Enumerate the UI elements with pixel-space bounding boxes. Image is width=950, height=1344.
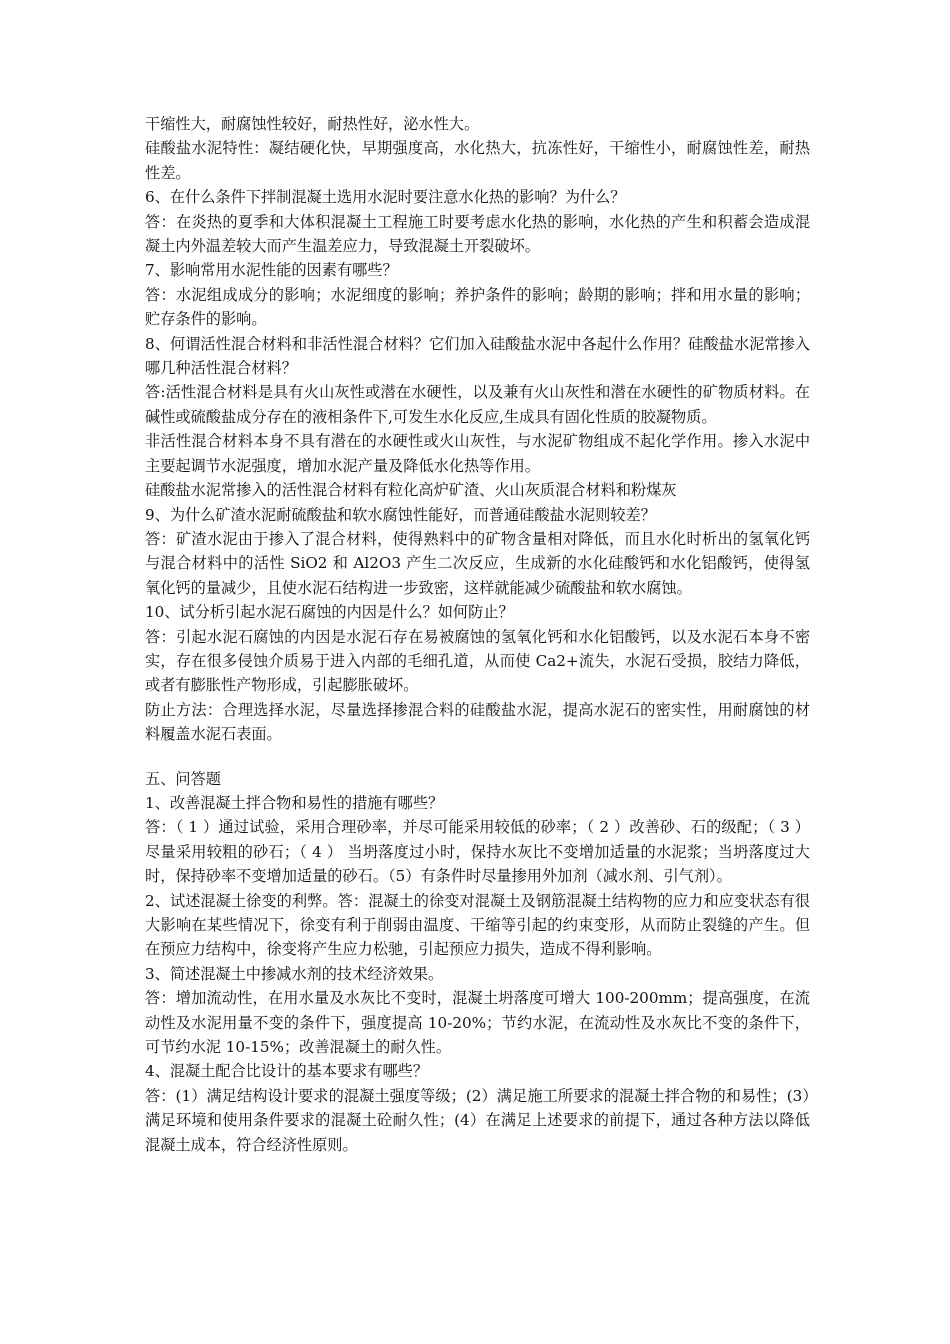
answer-10: 答：引起水泥石腐蚀的内因是水泥石存在易被腐蚀的氢氧化钙和水化铝酸钙，以及水泥石本身不密实，存在很多侵蚀介质易于进入内部的毛细孔道，从而使 Ca2+流失，水泥石受损，胶结力降低，或者有膨胀性产物形成，引起膨胀破坏。 (145, 627, 810, 695)
answer-8-part-3: 硅酸盐水泥常掺入的活性混合材料有粒化高炉矿渣、火山灰质混合材料和粉煤灰 (145, 481, 677, 500)
section-title: 五、问答题 (145, 769, 221, 788)
answer-8-part-2: 非活性混合材料本身不具有潜在的水硬性或火山灰性，与水泥矿物组成不起化学作用。掺入水泥中主要起调节水泥强度，增加水泥产量及降低水化热等作用。 (145, 432, 810, 475)
section-question-4: 4、混凝土配合比设计的基本要求有哪些？ (145, 1062, 429, 1081)
question-8: 8、何谓活性混合材料和非活性混合材料？它们加入硅酸盐水泥中各起什么作用？硅酸盐水泥常掺入哪几种活性混合材料？ (145, 334, 810, 378)
question-6: 6、在什么条件下拌制混凝土选用水泥时要注意水化热的影响？为什么？ (145, 188, 626, 207)
paragraph-1: 干缩性大，耐腐蚀性较好，耐热性好，泌水性大。 (145, 115, 480, 133)
section-question-1: 1、改善混凝土拌合物和易性的措施有哪些？ (145, 793, 444, 812)
answer-8-part-1: 答:活性混合材料是具有火山灰性或潜在水硬性，以及兼有火山灰性和潜在水硬性的矿物质材料。在碱性或硫酸盐成分存在的液相条件下,可发生水化反应,生成具有固化性质的胶凝物质。 (145, 383, 810, 426)
section-answer-3: 答：增加流动性，在用水量及水灰比不变时，混凝土坍落度可增大 100-200mm；提高强度，在流动性及水泥用量不变的条件下，强度提高 10-20%；节约水泥，在流动性及水灰比不变的条件下，可节约水泥 10-15%；改善混凝土的耐久性。 (145, 989, 810, 1057)
answer-10-prevention: 防止方法：合理选择水泥，尽量选择掺混合料的硅酸盐水泥，提高水泥石的密实性，用耐腐蚀的材料履盖水泥石表面。 (145, 700, 810, 744)
answer-7: 答：水泥组成成分的影响；水泥细度的影响；养护条件的影响；龄期的影响；拌和用水量的影响；贮存条件的影响。 (145, 285, 810, 329)
section-answer-1: 答：（ 1 ）通过试验，采用合理砂率，并尽可能采用较低的砂率；（ 2 ）改善砂、石的级配；（ 3 ） 尽量采用较粗的砂石；（ 4 ） 当坍落度过小时，保持水灰比不变增加适量的水泥浆；当坍落度过大时，保持砂率不变增加适量的砂石。（5）有条件时尽量掺用外加剂（减水剂、引气剂）。 (145, 818, 810, 886)
section-answer-4: 答：(1）满足结构设计要求的混凝土强度等级；(2）满足施工所要求的混凝土拌合物的和易性；(3）满足环境和使用条件要求的混凝土砼耐久性；(4）在满足上述要求的前提下，通过各种方法以降低混凝土成本，符合经济性原则。 (145, 1086, 810, 1154)
question-7: 7、影响常用水泥性能的因素有哪些？ (145, 261, 398, 280)
document-body (145, 112, 810, 1157)
answer-6: 答：在炎热的夏季和大体积混凝土工程施工时要考虑水化热的影响，水化热的产生和积蓄会造成混凝土内外温差较大而产生温差应力，导致混凝土开裂破坏。 (145, 212, 810, 256)
section-question-answer-2: 2、试述混凝土徐变的利弊。答：混凝土的徐变对混凝土及钢筋混凝土结构物的应力和应变状态有很大影响在某些情况下，徐变有利于削弱由温度、干缩等引起的约束变形，从而防止裂缝的产生。但在预应力结构中，徐变将产生应力松驰，引起预应力损失，造成不得利影响。 (145, 891, 810, 959)
section-question-3: 3、简述混凝土中掺减水剂的技术经济效果。 (145, 964, 444, 983)
question-10: 10、试分析引起水泥石腐蚀的内因是什么？如何防止？ (145, 603, 514, 622)
answer-9: 答：矿渣水泥由于掺入了混合材料，使得熟料中的矿物含量相对降低，而且水化时析出的氢氧化钙与混合材料中的活性 SiO2 和 Al2O3 产生二次反应，生成新的水化硅酸钙和水化铝酸钙，使得氢氧化钙的量减少，且使水泥石结构进一步致密，这样就能减少硫酸盐和软水腐蚀。 (145, 529, 810, 597)
paragraph-2: 硅酸盐水泥特性：凝结硬化快，早期强度高，水化热大，抗冻性好，干缩性小，耐腐蚀性差，耐热性差。 (145, 139, 810, 182)
question-9: 9、为什么矿渣水泥耐硫酸盐和软水腐蚀性能好，而普通硅酸盐水泥则较差？ (145, 505, 656, 524)
